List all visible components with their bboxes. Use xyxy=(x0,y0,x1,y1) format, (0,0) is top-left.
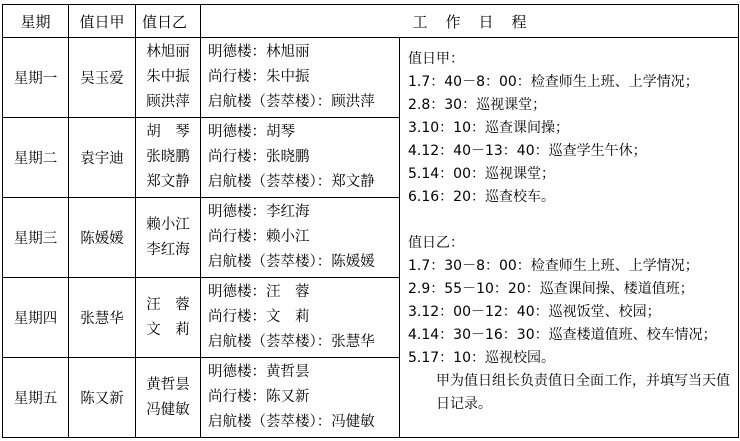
schedule-item: 3.12：00－12：40：巡视饭堂、校园； xyxy=(408,304,661,320)
location-line: 启航楼（荟萃楼）：郑文静 xyxy=(208,174,375,190)
duty-b-name: 赖小江 xyxy=(146,216,190,233)
duty-b-cell xyxy=(136,358,201,438)
table-row xyxy=(3,38,739,118)
schedule-item: 3.10：10：巡查课间操； xyxy=(408,120,569,136)
schedule-item: 1.7：30－8：00：检查师生上班、上学情况； xyxy=(408,258,699,274)
location-cell xyxy=(201,38,400,118)
duty-b-name: 文 莉 xyxy=(146,321,190,338)
duty-a-cell: 吴玉爱 xyxy=(69,38,136,118)
duty-b-cell xyxy=(136,118,201,198)
location-line: 启航楼（荟萃楼）：冯健敏 xyxy=(208,414,375,430)
header-schedule: 工作日程 xyxy=(201,5,739,38)
day-cell: 星期五 xyxy=(3,358,69,438)
duty-a-cell: 张慧华 xyxy=(69,278,136,358)
location-line: 明德楼：林旭丽 xyxy=(208,44,310,60)
schedule-gap xyxy=(408,209,738,232)
duty-a-cell: 陈又新 xyxy=(69,358,136,438)
location-line: 明德楼：李红海 xyxy=(208,204,310,220)
location-line: 尚行楼：张晓鹏 xyxy=(208,149,310,165)
location-line: 明德楼：汪 蓉 xyxy=(208,284,310,300)
duty-b-name: 朱中振 xyxy=(146,69,190,85)
location-line: 启航楼（荟萃楼）：顾洪萍 xyxy=(208,94,375,110)
location-line: 尚行楼：赖小江 xyxy=(208,229,310,245)
duty-a-cell: 袁宇迪 xyxy=(69,118,136,198)
location-line: 尚行楼：陈又新 xyxy=(208,389,310,405)
duty-b-name: 林旭丽 xyxy=(146,44,190,60)
schedule-item: 1.7：40－8：00：检查师生上班、上学情况； xyxy=(408,74,699,90)
duty-b-name: 顾洪萍 xyxy=(146,94,190,110)
location-cell xyxy=(201,278,400,358)
duty-b-cell xyxy=(136,198,201,278)
schedule-item: 5.14：00：巡视课堂； xyxy=(408,166,555,182)
location-line: 启航楼（荟萃楼）：张慧华 xyxy=(208,334,375,350)
day-cell: 星期四 xyxy=(3,278,69,358)
location-line: 尚行楼：文 莉 xyxy=(208,309,310,325)
schedule-item: 4.14：30－16：30：巡查楼道值班、校车情况； xyxy=(408,327,717,343)
header-row xyxy=(3,5,739,38)
day-cell: 星期二 xyxy=(3,118,69,198)
duty-table xyxy=(2,4,739,438)
duty-b-name: 汪 蓉 xyxy=(146,296,190,313)
location-cell xyxy=(201,118,400,198)
duty-b-name: 黄哲昙 xyxy=(146,376,190,393)
schedule-item: 6.16：20：巡查校车。 xyxy=(408,189,555,205)
schedule-cell xyxy=(400,38,739,438)
duty-b-cell xyxy=(136,278,201,358)
day-cell: 星期三 xyxy=(3,198,69,278)
location-line: 启航楼（荟萃楼）：陈媛媛 xyxy=(208,254,375,270)
location-cell xyxy=(201,198,400,278)
header-day: 星期 xyxy=(3,5,69,38)
schedule-item: 4.12：40－13：40：巡查学生午休； xyxy=(408,143,647,159)
schedule-item: 5.17：10：巡视校园。 xyxy=(408,350,555,366)
schedule-a-title: 值日甲： xyxy=(408,51,464,67)
location-cell xyxy=(201,358,400,438)
duty-b-name: 郑文静 xyxy=(146,174,190,190)
schedule-b-title: 值日乙： xyxy=(408,235,464,251)
duty-b-name: 冯健敏 xyxy=(146,401,190,418)
duty-a-cell: 陈媛媛 xyxy=(69,198,136,278)
header-duty-a: 值日甲 xyxy=(69,5,136,38)
location-line: 尚行楼：朱中振 xyxy=(208,69,310,85)
duty-b-cell xyxy=(136,38,201,118)
header-duty-b: 值日乙 xyxy=(136,5,201,38)
schedule-item: 2.8：30：巡视课堂； xyxy=(408,97,547,113)
day-cell: 星期一 xyxy=(3,38,69,118)
schedule-note: 甲为值日组长负责值日全面工作，并填写当天值日记录。 xyxy=(436,373,730,412)
duty-b-name: 张晓鹏 xyxy=(146,149,190,165)
location-line: 明德楼：黄哲昙 xyxy=(208,364,310,380)
schedule-item: 2.9：55－10：20：巡查课间操、楼道值班； xyxy=(408,281,694,297)
duty-b-name: 李红海 xyxy=(146,241,190,258)
duty-b-name: 胡 琴 xyxy=(146,124,190,140)
location-line: 明德楼：胡琴 xyxy=(208,124,295,140)
